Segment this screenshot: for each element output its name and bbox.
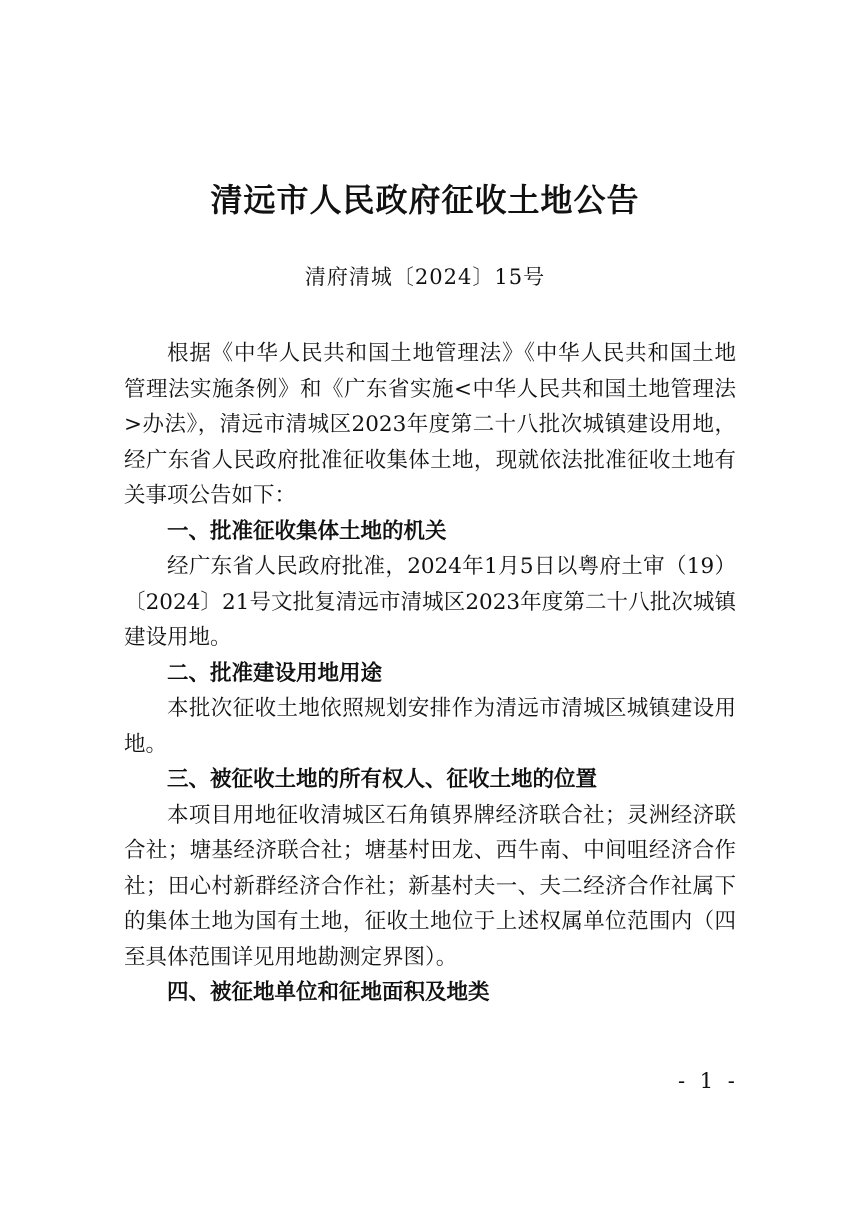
section-heading-2: 二、批准建设用地用途 [167, 660, 383, 686]
section-text-3: 本项目用地征收清城区石角镇界牌经济联合社；灵洲经济联合社；塘基经济联合社；塘基村田龙、西牛南、中间咀经济合作社；田心村新群经济合作社；新基村夫一、夫二经济合作社属下的集体土地为国有土地，征收土地位于上述权属单位范围内（四至具体范围详见用地勘测定界图）。 [124, 802, 736, 970]
page-title: 清远市人民政府征收土地公告 [210, 181, 640, 219]
intro-paragraph: 根据《中华人民共和国土地管理法》《中华人民共和国土地管理法实施条例》和《广东省实施<中华人民共和国土地管理法>办法》，清远市清城区2023年度第二十八批次城镇建设用地，经广东省人民政府批准征收集体土地，现就依法批准征收土地有关事项公告如下： [124, 341, 736, 508]
section-heading-3: 三、被征收土地的所有权人、征收土地的位置 [167, 767, 598, 792]
document-number: 清府清城〔2024〕15号 [304, 265, 546, 289]
section-heading-1: 一、批准征收集体土地的机关 [167, 518, 447, 544]
document-body [124, 336, 736, 1011]
section-text-1: 经广东省人民政府批准，2024年1月5日以粤府土审（19）〔2024〕21号文批复清远市清城区2023年度第二十八批次城镇建设用地。 [124, 554, 736, 650]
section-heading-4: 四、被征地单位和征地面积及地类 [167, 980, 490, 1005]
page-number: - 1 - [678, 1069, 739, 1093]
section-text-2: 本批次征收土地依照规划安排作为清远市清城区城镇建设用地。 [124, 696, 736, 757]
